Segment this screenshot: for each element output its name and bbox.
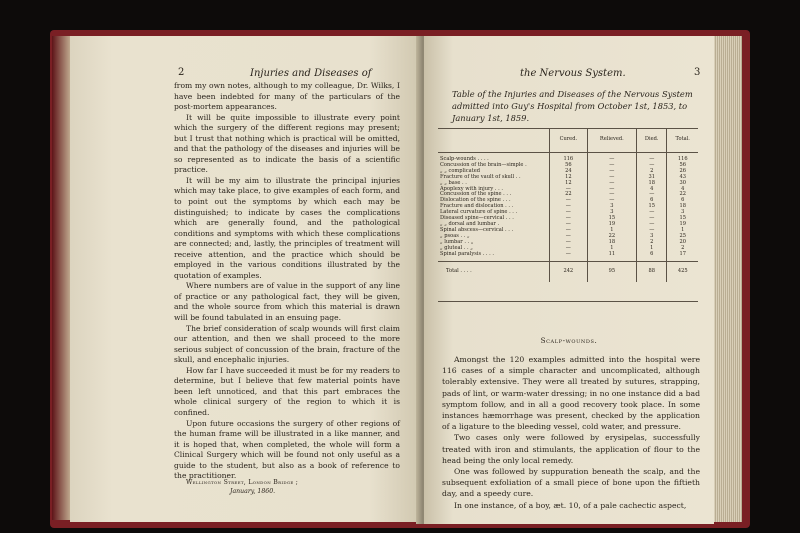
table-cell: 30 <box>667 181 698 187</box>
table-cell: 25 <box>667 234 698 240</box>
table-header-cell <box>438 128 550 153</box>
table-caption: Table of the Injuries and Diseases of the Nervous System admitted into Guy's Hospital from October 1st, 1853, to January 1st, 1859. <box>452 89 693 123</box>
table-cell: — <box>637 216 667 222</box>
table-header-cell: Cured. <box>550 128 588 153</box>
table-cell: 15 <box>587 216 636 222</box>
left-paragraph: from my own notes, although to my colleague, Dr. Wilks, I have been indebted for many of the particulars of the post-mortem appearances. <box>174 81 400 112</box>
table-cell: 56 <box>550 163 588 169</box>
table-header-cell: Died. <box>637 128 667 153</box>
table-cell: 2 <box>637 169 667 175</box>
table-cell: — <box>637 210 667 216</box>
table-cell: 20 <box>667 240 698 246</box>
table-total-row <box>438 262 698 283</box>
table-cell: 43 <box>667 175 698 181</box>
table-cell: 19 <box>667 222 698 228</box>
table-cell: — <box>587 169 636 175</box>
table-cell: 11 <box>587 252 636 262</box>
table-cell: — <box>550 240 588 246</box>
table-row-label: „ psoas . . „ <box>440 232 470 239</box>
table-cell: 116 <box>550 153 588 163</box>
table-row-label: Fracture of the vault of skull . . <box>440 173 521 180</box>
left-page-number: 2 <box>178 67 185 78</box>
table-row-label: „ „ complicated <box>440 167 480 174</box>
table-total-cell: 95 <box>587 262 636 283</box>
right-page <box>424 36 714 524</box>
left-page-edges <box>52 36 72 520</box>
table-cell: 4 <box>667 187 698 193</box>
left-paragraph: How far I have succeeded it must be for my readers to determine, but I believe that few material points have been left unnoticed, and that this part embraces the whole clinical surgery of the region to which it is confined. <box>174 365 400 417</box>
left-paragraph: The brief consideration of scalp wounds will first claim our attention, and then we shall proceed to the more serious subject of concussion of the brain, fracture of the skull, and encephalic injuries. <box>174 323 400 365</box>
signature-address: Wellington Street, London Bridge ; <box>186 479 299 486</box>
table-cell: — <box>550 198 588 204</box>
right-page-edges <box>712 36 742 522</box>
table-cell: — <box>637 153 667 163</box>
table-cell: — <box>587 181 636 187</box>
table-row <box>438 252 698 262</box>
table-cell: — <box>550 204 588 210</box>
table-cell: 12 <box>550 181 588 187</box>
table-cell: — <box>587 192 636 198</box>
table-cell: 3 <box>587 210 636 216</box>
table-cell: — <box>550 228 588 234</box>
table-row-label: Dislocation of the spine . . . <box>440 197 511 204</box>
right-running-head: the Nervous System. <box>520 68 626 79</box>
left-running-head: Injuries and Diseases of <box>250 68 372 79</box>
table-cell: — <box>637 192 667 198</box>
table-cell: 3 <box>587 204 636 210</box>
table-cell: — <box>550 234 588 240</box>
table-cell: 3 <box>637 234 667 240</box>
table-cell: 18 <box>587 240 636 246</box>
table-cell: — <box>637 228 667 234</box>
table-cell: — <box>587 175 636 181</box>
table-cell: — <box>550 252 588 262</box>
table-cell: 24 <box>550 169 588 175</box>
table-cell: — <box>550 187 588 193</box>
table-row-label: „ „ base . . <box>440 179 467 186</box>
table-cell: — <box>550 246 588 252</box>
table-row-label: Concussion of the brain—simple . <box>440 161 527 168</box>
table-total-cell: 88 <box>637 262 667 283</box>
table-cell: 18 <box>637 181 667 187</box>
table-cell: — <box>587 153 636 163</box>
table-cell: 2 <box>637 240 667 246</box>
table-cell: 12 <box>550 175 588 181</box>
right-paragraph: Amongst the 120 examples admitted into the hospital were 116 cases of a simple character and uncomplicated, although tolerably extensive. They were all treated by sutures, strapping, pads of lint, or warm-water dressing; in no one instance did a bad symptom follow, and in all a good recovery took place. In some instances hæmorrhage was present, checked by the application of a ligature to the bleeding vessel, cold water, and pressure. <box>442 355 700 432</box>
table-cell: 6 <box>667 198 698 204</box>
table-row-label: Apoplexy with injury . . . <box>440 185 504 192</box>
right-page-number: 3 <box>694 67 701 78</box>
table-row-label: „ gluteal . . „ <box>440 244 473 251</box>
table-cell: 22 <box>550 192 588 198</box>
right-body-text <box>442 354 700 511</box>
table-cell: 31 <box>637 175 667 181</box>
table-row-label: Diseased spine—cervical . . . <box>440 215 514 222</box>
table-cell: — <box>550 210 588 216</box>
table-cell: 15 <box>637 204 667 210</box>
table-cell: 6 <box>637 252 667 262</box>
table-cell: 3 <box>667 210 698 216</box>
table-row-label: „ „ dorsal and lumbar . <box>440 220 500 227</box>
table-header-row <box>438 128 698 153</box>
left-page <box>70 36 422 522</box>
table-row-label: Scalp-wounds . . . . <box>440 156 489 162</box>
table-cell: — <box>587 163 636 169</box>
table-cell: 1 <box>667 228 698 234</box>
table-row-label: Lateral curvature of spine . . . <box>440 209 518 216</box>
table-cell: — <box>550 216 588 222</box>
section-title: Scalp-wounds. <box>540 336 598 345</box>
table-cell: — <box>587 187 636 193</box>
table-cell: 1 <box>587 246 636 252</box>
table-cell: — <box>587 198 636 204</box>
table-cell: 18 <box>667 204 698 210</box>
table-row-label: Spinal abscess—cervical . . . <box>440 226 514 233</box>
table-cell: 4 <box>637 187 667 193</box>
table-row-label: „ lumbar . . „ <box>440 238 474 245</box>
left-paragraph: Where numbers are of value in the support of any line of practice or any pathological fact, they will be given, and the whole source from which this material is drawn will be found tabulated in an ensuing page. <box>174 281 400 323</box>
table-cell: 116 <box>667 153 698 163</box>
table-header-cell: Relieved. <box>587 128 636 153</box>
table-cell: 1 <box>637 246 667 252</box>
table-cell: — <box>637 163 667 169</box>
table-cell: 17 <box>667 252 698 262</box>
table-cell: 22 <box>667 192 698 198</box>
table-header-cell: Total. <box>667 128 698 153</box>
table-total-cell: 242 <box>550 262 588 283</box>
right-paragraph: In one instance, of a boy, æt. 10, of a pale cachectic aspect, <box>454 500 687 510</box>
table-cell: 1 <box>587 228 636 234</box>
left-body-text <box>174 81 400 482</box>
table-cell: 19 <box>587 222 636 228</box>
left-paragraph: It will be my aim to illustrate the principal injuries which may take place, to give examples of each form, and to point out the symptoms by which each may be distinguished; to indicate by cases the complications which are generally found, and the pathological conditions and symptoms with which these complications are connected; and, lastly, the principles of treatment will receive attention, and the practice which should be employed in the various conditions illustrated by the quotation of examples. <box>174 175 400 280</box>
table-cell: 2 <box>667 246 698 252</box>
right-paragraph: Two cases only were followed by erysipelas, successfully treated with iron and stimulants, the application of flour to the head being the only local remedy. <box>442 433 700 465</box>
left-paragraph: Upon future occasions the surgery of other regions of the human frame will be illustrated in a like manner, and it is hoped that, when completed, the whole will form a Clinical Surgery which will be found not only useful as a guide to the student, but also as a book of reference to the practitioner. <box>174 418 400 481</box>
table-cell: — <box>550 222 588 228</box>
signature-block <box>186 478 298 496</box>
table-cell: 15 <box>667 216 698 222</box>
table-row-label: Fracture and dislocation . . . <box>440 203 514 210</box>
right-paragraph: One was followed by suppuration beneath the scalp, and the subsequent exfoliation of a small piece of bone upon the fiftieth day, and a speedy cure. <box>442 467 700 499</box>
table-total-cell: 425 <box>667 262 698 283</box>
table-row-label: Concussion of the spine . . . <box>440 191 512 198</box>
table-cell: 26 <box>667 169 698 175</box>
table-cell: 22 <box>587 234 636 240</box>
table-cell: 56 <box>667 163 698 169</box>
table-row-label: Spinal paralysis . . . . <box>440 250 495 257</box>
table-cell: — <box>637 222 667 228</box>
table-cell: 6 <box>637 198 667 204</box>
signature-date: January, 1860. <box>230 488 276 495</box>
table-body <box>438 153 698 283</box>
left-paragraph: It will be quite impossible to illustrate every point which the surgery of the different regions may present; but I trust that nothing which is practical will be omitted, and that the pathology of the diseases and injuries will be so represented as to indicate the basis of a scientific practice. <box>174 112 400 175</box>
injuries-table <box>438 128 698 282</box>
table-total-label: Total . . . . <box>438 262 550 283</box>
